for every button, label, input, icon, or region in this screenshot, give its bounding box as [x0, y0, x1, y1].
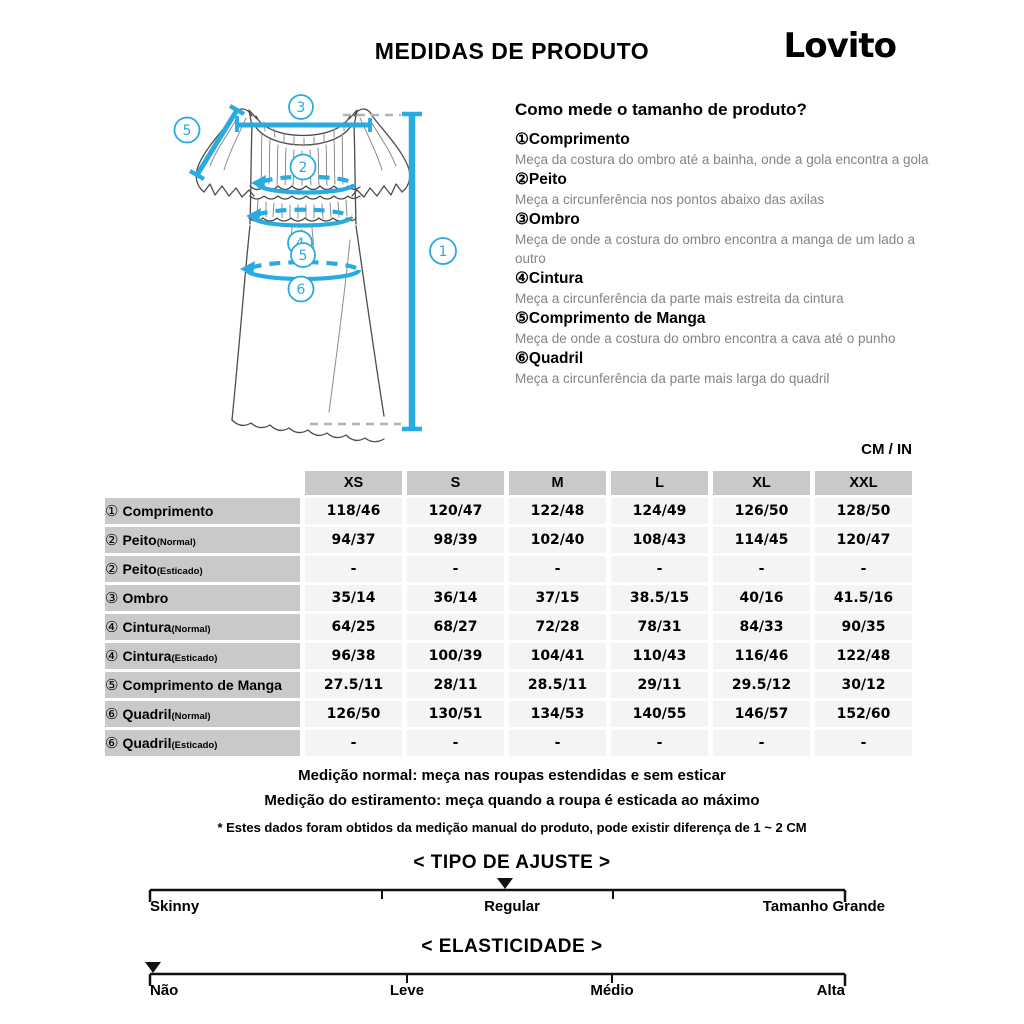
row-name: Comprimento de Manga — [122, 677, 282, 693]
callout-3-label: 3 — [296, 100, 306, 116]
cell: 146/57 — [713, 701, 810, 727]
page-title: MEDIDAS DE PRODUTO — [374, 38, 650, 64]
cell: 120/47 — [407, 498, 504, 524]
callout-5b-label: 5 — [298, 248, 308, 264]
row-name: Peito — [122, 532, 157, 548]
howto-item-2-name: Peito — [528, 171, 567, 188]
howto-item-4-num: ④ — [515, 270, 529, 287]
howto-item-1-num: ① — [515, 131, 529, 148]
fit-scale-title: < TIPO DE AJUSTE > — [413, 852, 611, 873]
table-row — [105, 672, 912, 698]
measurement-annotations — [175, 95, 457, 429]
elasticity-marker — [145, 962, 161, 973]
cell: - — [509, 556, 606, 582]
cell: - — [611, 556, 708, 582]
howto-item-6-name: Quadril — [528, 350, 584, 367]
row-label — [105, 730, 300, 756]
cell: 108/43 — [611, 527, 708, 553]
cell: 102/40 — [509, 527, 606, 553]
row-num: ④ — [105, 648, 119, 665]
callout-6-label: 6 — [296, 282, 306, 298]
col-header-l: L — [611, 471, 708, 495]
cell: 29/11 — [611, 672, 708, 698]
cell: 134/53 — [509, 701, 606, 727]
units-label: CM / IN — [861, 441, 912, 458]
howto-item-1-name: Comprimento — [528, 131, 630, 148]
cell: 110/43 — [611, 643, 708, 669]
elasticity-label-medio: Médio — [590, 982, 634, 999]
cell: 104/41 — [509, 643, 606, 669]
row-num: ⑤ — [105, 677, 119, 694]
row-name: Cintura — [122, 619, 172, 635]
table-row — [105, 585, 912, 611]
howto-item-6-num: ⑥ — [515, 350, 529, 367]
size-table-header-row — [105, 471, 912, 495]
row-sub: (Normal) — [171, 624, 211, 635]
table-row — [105, 701, 912, 727]
callout-1-label: 1 — [438, 244, 448, 260]
howto-heading: Como mede o tamanho de produto? — [515, 100, 807, 119]
cell: 126/50 — [713, 498, 810, 524]
howto-item-1-title — [515, 130, 930, 150]
howto-item-4-name: Cintura — [528, 270, 584, 287]
note-stretch: Medição do estiramento: meça quando a roupa é esticada ao máximo — [264, 792, 760, 809]
cell: 35/14 — [305, 585, 402, 611]
cell: 152/60 — [815, 701, 912, 727]
callout-5-label: 5 — [182, 123, 192, 139]
cell: - — [305, 730, 402, 756]
row-label — [105, 614, 300, 640]
row-sub: (Normal) — [156, 537, 196, 548]
howto-item-6-title — [515, 349, 930, 369]
row-num: ③ — [105, 590, 119, 607]
howto-item-3-title — [515, 210, 930, 230]
howto-item-5-desc: Meça de onde a costura do ombro encontra a cava até o punho — [515, 331, 896, 346]
table-row — [105, 614, 912, 640]
howto-item-4-title — [515, 269, 930, 289]
howto-item-2-num: ② — [515, 171, 529, 188]
cell: 122/48 — [815, 643, 912, 669]
row-num: ② — [105, 532, 119, 549]
col-header-xxl: XXL — [815, 471, 912, 495]
col-header-m: M — [509, 471, 606, 495]
row-num: ④ — [105, 619, 119, 636]
fit-label-skinny: Skinny — [150, 898, 200, 915]
cell: 114/45 — [713, 527, 810, 553]
fit-marker — [497, 878, 513, 889]
howto-item-5-num: ⑤ — [515, 310, 529, 327]
cell: 36/14 — [407, 585, 504, 611]
cell: 116/46 — [713, 643, 810, 669]
row-label — [105, 643, 300, 669]
fit-label-tamanho-grande: Tamanho Grande — [762, 898, 885, 915]
cell: 72/28 — [509, 614, 606, 640]
note-disclaimer: * Estes dados foram obtidos da medição manual do produto, pode existir diferença de 1 ~ 2 CM — [217, 820, 807, 835]
cell: 30/12 — [815, 672, 912, 698]
howto-item-5-name: Comprimento de Manga — [528, 310, 706, 327]
howto-item-6-desc: Meça a circunferência da parte mais larga do quadril — [515, 371, 830, 386]
cell: - — [509, 730, 606, 756]
row-label — [105, 585, 300, 611]
cell: 68/27 — [407, 614, 504, 640]
cell: 130/51 — [407, 701, 504, 727]
row-sub: (Esticado) — [171, 740, 218, 751]
cell: 37/15 — [509, 585, 606, 611]
row-label — [105, 527, 300, 553]
elasticity-label-leve: Leve — [389, 982, 425, 999]
cell: - — [815, 556, 912, 582]
row-num: ② — [105, 561, 119, 578]
cell: - — [407, 556, 504, 582]
howto-item-3-name: Ombro — [528, 211, 580, 228]
cell: - — [407, 730, 504, 756]
table-row — [105, 527, 912, 553]
cell: 124/49 — [611, 498, 708, 524]
cell: - — [305, 556, 402, 582]
cell: 118/46 — [305, 498, 402, 524]
cell: 126/50 — [305, 701, 402, 727]
row-sub: (Esticado) — [171, 653, 218, 664]
cell: 29.5/12 — [713, 672, 810, 698]
cell: 28/11 — [407, 672, 504, 698]
row-name: Peito — [122, 561, 157, 577]
measurement-notes — [0, 763, 1024, 835]
col-header-xs: XS — [305, 471, 402, 495]
cell: 100/39 — [407, 643, 504, 669]
howto-item-4-desc: Meça a circunferência da parte mais estreita da cintura — [515, 291, 844, 306]
howto-item-2-desc: Meça a circunferência nos pontos abaixo das axilas — [515, 192, 825, 207]
cell: 94/37 — [305, 527, 402, 553]
table-row — [105, 643, 912, 669]
cell: 98/39 — [407, 527, 504, 553]
row-sub: (Esticado) — [156, 566, 203, 577]
cell: 96/38 — [305, 643, 402, 669]
reference-dashed-lines — [310, 115, 401, 424]
cell: 140/55 — [611, 701, 708, 727]
elasticity-label-nao: Não — [150, 982, 179, 999]
cell: 64/25 — [305, 614, 402, 640]
howto-item-3-num: ③ — [515, 211, 529, 228]
table-row — [105, 556, 912, 582]
row-sub: (Normal) — [171, 711, 211, 722]
col-header-s: S — [407, 471, 504, 495]
howto-item-1-desc: Meça da costura do ombro até a bainha, onde a gola encontra a gola — [515, 152, 929, 167]
row-name: Comprimento — [122, 503, 214, 519]
row-num: ⑥ — [105, 735, 119, 752]
row-name: Quadril — [122, 735, 172, 751]
cell: 40/16 — [713, 585, 810, 611]
row-name: Ombro — [122, 590, 169, 606]
cell: - — [713, 730, 810, 756]
callout-2-label: 2 — [298, 160, 308, 176]
brand-logo: Lovito — [783, 26, 896, 66]
size-table — [100, 468, 917, 759]
cell: 84/33 — [713, 614, 810, 640]
cell: 128/50 — [815, 498, 912, 524]
cell: 38.5/15 — [611, 585, 708, 611]
fit-label-regular: Regular — [484, 898, 540, 915]
howto-item-3-desc: Meça de onde a costura do ombro encontra a manga de um lado a outro — [515, 232, 916, 266]
howto-item-2-title — [515, 170, 930, 190]
elasticity-label-alta: Alta — [816, 982, 845, 999]
row-name: Quadril — [122, 706, 172, 722]
row-num: ⑥ — [105, 706, 119, 723]
row-label — [105, 498, 300, 524]
cell: 90/35 — [815, 614, 912, 640]
cell: 28.5/11 — [509, 672, 606, 698]
elasticity-scale-title: < ELASTICIDADE > — [421, 936, 603, 957]
table-row — [105, 498, 912, 524]
row-label — [105, 672, 300, 698]
dress-measurement-diagram — [125, 85, 465, 450]
row-label — [105, 701, 300, 727]
cell: - — [713, 556, 810, 582]
cell: 27.5/11 — [305, 672, 402, 698]
corner-cell — [105, 471, 300, 495]
row-label — [105, 556, 300, 582]
howto-item-5-title — [515, 309, 930, 329]
cell: 122/48 — [509, 498, 606, 524]
cell: - — [815, 730, 912, 756]
cell: 41.5/16 — [815, 585, 912, 611]
note-normal: Medição normal: meça nas roupas estendidas e sem esticar — [298, 767, 726, 784]
cell: - — [611, 730, 708, 756]
row-name: Cintura — [122, 648, 172, 664]
cell: 120/47 — [815, 527, 912, 553]
howto-section — [515, 100, 930, 389]
row-num: ① — [105, 503, 119, 520]
cell: 78/31 — [611, 614, 708, 640]
col-header-xl: XL — [713, 471, 810, 495]
table-row — [105, 730, 912, 756]
